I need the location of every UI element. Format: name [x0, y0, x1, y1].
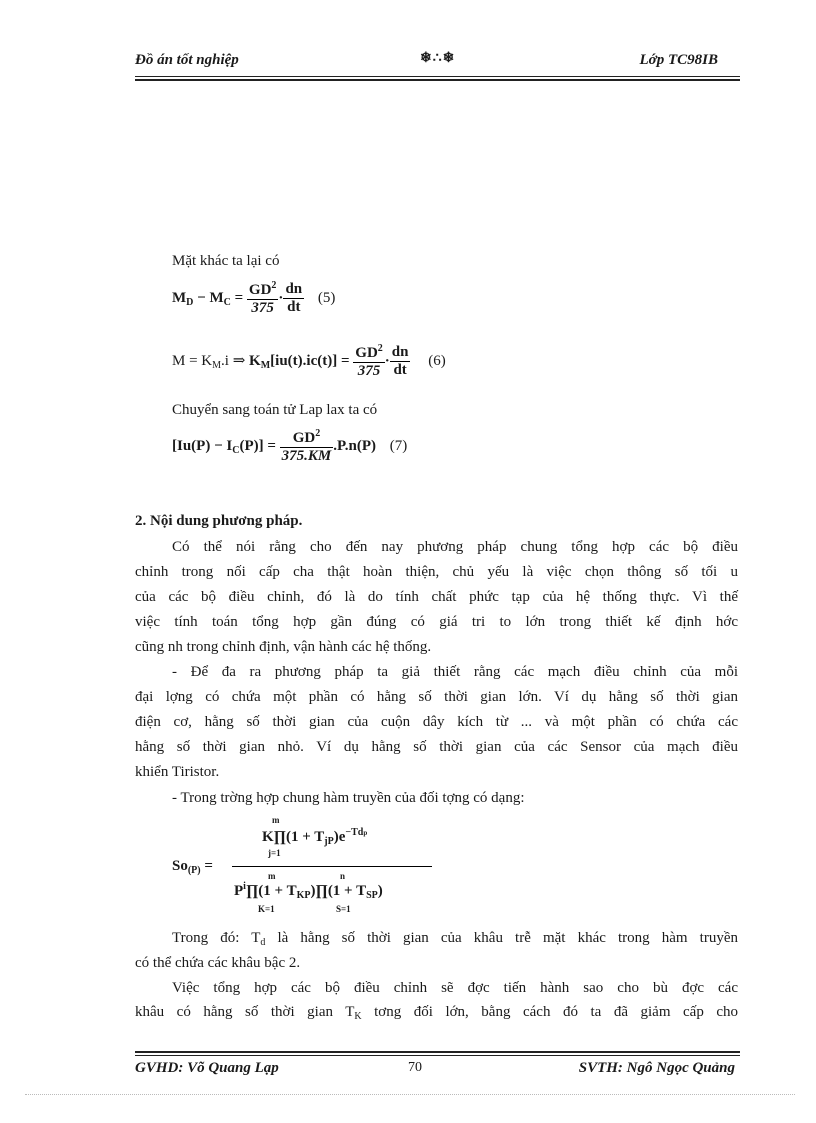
line-chuyen-sang: Chuyển sang toán tử Lap lax ta có	[172, 402, 378, 418]
para1-line2: chỉnh trong nối cấp cha thật hoàn thiện, chủ yếu là việc chọn thông số tối u	[135, 564, 738, 580]
footer-left: GVHD: Võ Quang Lạp	[135, 1060, 279, 1076]
header-right: Lớp TC98IB	[639, 52, 718, 68]
para1-line1: Có thể nói rằng cho đến nay phương pháp chung tổng hợp các bộ điều	[172, 539, 738, 555]
footer-rule	[135, 1055, 740, 1056]
section-title: 2. Nội dung phương pháp.	[135, 513, 303, 529]
para2-line5: khiển Tiristor.	[135, 764, 220, 780]
para4-line2: có thể chứa các khâu bậc 2.	[135, 955, 301, 971]
header-rule-thick	[135, 79, 740, 81]
para1-line5: cũng nh trong chỉnh định, vận hành các hệ thống.	[135, 639, 432, 655]
para2-line3: điện cơ, hằng số thời gian của cuộn dây kích từ ... và một phần có chứa các	[135, 714, 738, 730]
para5-line2: khâu có hằng số thời gian $T_K$ tơng đối lớn, bằng cách đó ta đã giảm cấp cho	[135, 1004, 738, 1022]
para4-line1: Trong đó: $T_d$ là hằng số thời gian của khâu trễ mặt khác trong hàm truyền	[172, 930, 738, 948]
page-header	[135, 52, 740, 74]
line-mat-khac: Mặt khác ta lại có	[172, 253, 280, 269]
page-footer	[135, 1060, 740, 1082]
para3: - Trong trờng hợp chung hàm truyền của đối tợng có dạng:	[172, 790, 525, 806]
equation-7: $[Iu(P) - I_C(P)]$ = $\frac{GD^2}{375.KM}$ .P.n(P) (7)	[172, 428, 408, 464]
page-number: 70	[408, 1060, 422, 1075]
header-left: Đồ án tốt nghiệp	[135, 52, 239, 68]
equation-8: $So_{(P)}$ = m K∏(1 + $T_{jP})e^{-Tdp}$ j=1 m n $P^i\prod(1$ + $T_{KP})\prod(1 + T_{SP})$ K=1 S=1	[172, 815, 442, 920]
equation-5-label: (5)	[317, 289, 336, 306]
equation-6-label: (6)	[428, 352, 446, 369]
footer-right: SVTH: Ngô Ngọc Quảng	[578, 1060, 735, 1076]
header-ornament: ❄∴❄	[420, 51, 456, 66]
para2-line2: đại lợng có chứa một phần có hằng số thời gian lớn. Ví dụ hằng số thời gian	[135, 689, 738, 705]
equation-7-label: (7)	[389, 437, 408, 454]
para2-line1: - Để đa ra phương pháp ta giả thiết rằng các mạch điều chỉnh của mỗi	[172, 664, 738, 680]
equation-5: $M_D - M_C$ = $\frac{GD^2}{375}$ · $\frac{dn}{dt}$ (5)	[172, 280, 336, 316]
footer-rule-thick	[135, 1051, 740, 1053]
para2-line4: hằng số thời gian nhỏ. Ví dụ hằng số thời gian của các Sensor của mạch điều	[135, 739, 738, 755]
page-edge-dots	[25, 1094, 795, 1095]
para5-line1: Việc tổng hợp các bộ điều chỉnh sẽ đợc tiến hành sao cho bù đợc các	[172, 980, 738, 996]
header-rule	[135, 76, 740, 77]
para1-line4: việc tính toán tổng hợp gần đúng có giá tri to lớn trong thiết kế định hớc	[135, 614, 738, 630]
para1-line3: của các bộ điều chỉnh, đó là do tính chất phức tạp của hệ thống thực. Vì thế	[135, 589, 738, 605]
equation-6: $M = K_M.i$ ⇒ $K_M[iu(t).ic(t)]$ = $\frac{GD^2}{375}$ · $\frac{dn}{dt}$ (6)	[172, 343, 446, 379]
